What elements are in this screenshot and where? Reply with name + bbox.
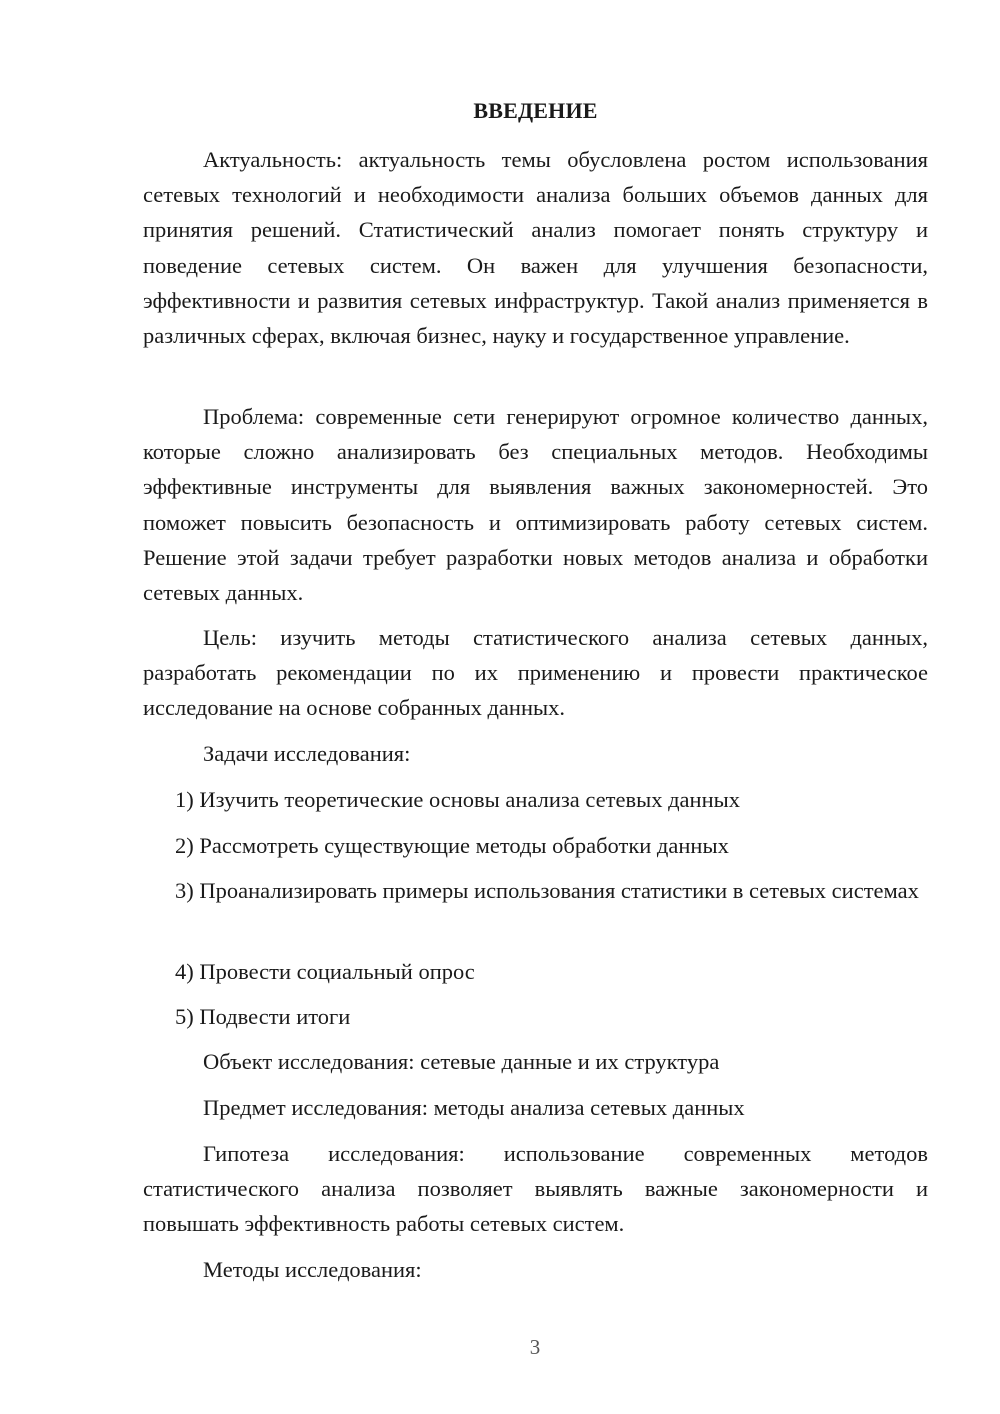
task-item-2: 2) Рассмотреть существующие методы обработки данных bbox=[175, 833, 729, 858]
hypothesis-paragraph: Гипотеза исследования: использование современных методов статистического анализа позволяет выявлять важные закономерности и повышать эффективность работы сетевых систем. bbox=[143, 1141, 928, 1237]
page-number: 3 bbox=[529, 1335, 541, 1359]
subject-paragraph: Предмет исследования: методы анализа сетевых данных bbox=[203, 1095, 745, 1120]
task-item-5: 5) Подвести итоги bbox=[175, 1004, 351, 1029]
object-paragraph: Объект исследования: сетевые данные и их структура bbox=[203, 1049, 720, 1074]
relevance-paragraph: Актуальность: актуальность темы обусловлена ростом использования сетевых технологий и необходимости анализа больших объемов данных для принятия решений. Статистический анализ помогает понять структуру и поведение сетевых систем. Он важен для улучшения безопасности, эффективности и развития сетевых инфраструктур. Такой анализ применяется в различных сферах, включая бизнес, науку и государственное управление. bbox=[143, 147, 928, 349]
goal-paragraph: Цель: изучить методы статистического анализа сетевых данных, разработать рекомендации по их применению и провести практическое исследование на основе собранных данных. bbox=[143, 625, 928, 721]
task-item-4: 4) Провести социальный опрос bbox=[175, 959, 475, 984]
task-item-3: 3) Проанализировать примеры использования статистики в сетевых системах bbox=[175, 878, 919, 903]
methods-heading: Методы исследования: bbox=[203, 1257, 422, 1282]
problem-paragraph: Проблема: современные сети генерируют огромное количество данных, которые сложно анализировать без специальных методов. Необходимы эффективные инструменты для выявления важных закономерностей. Это поможет повысить безопасность и оптимизировать работу сетевых систем. Решение этой задачи требует разработки новых методов анализа и обработки сетевых данных. bbox=[143, 404, 928, 606]
tasks-heading: Задачи исследования: bbox=[203, 741, 411, 766]
page-title: ВВЕДЕНИЕ bbox=[473, 98, 598, 123]
task-item-1: 1) Изучить теоретические основы анализа сетевых данных bbox=[175, 787, 740, 812]
